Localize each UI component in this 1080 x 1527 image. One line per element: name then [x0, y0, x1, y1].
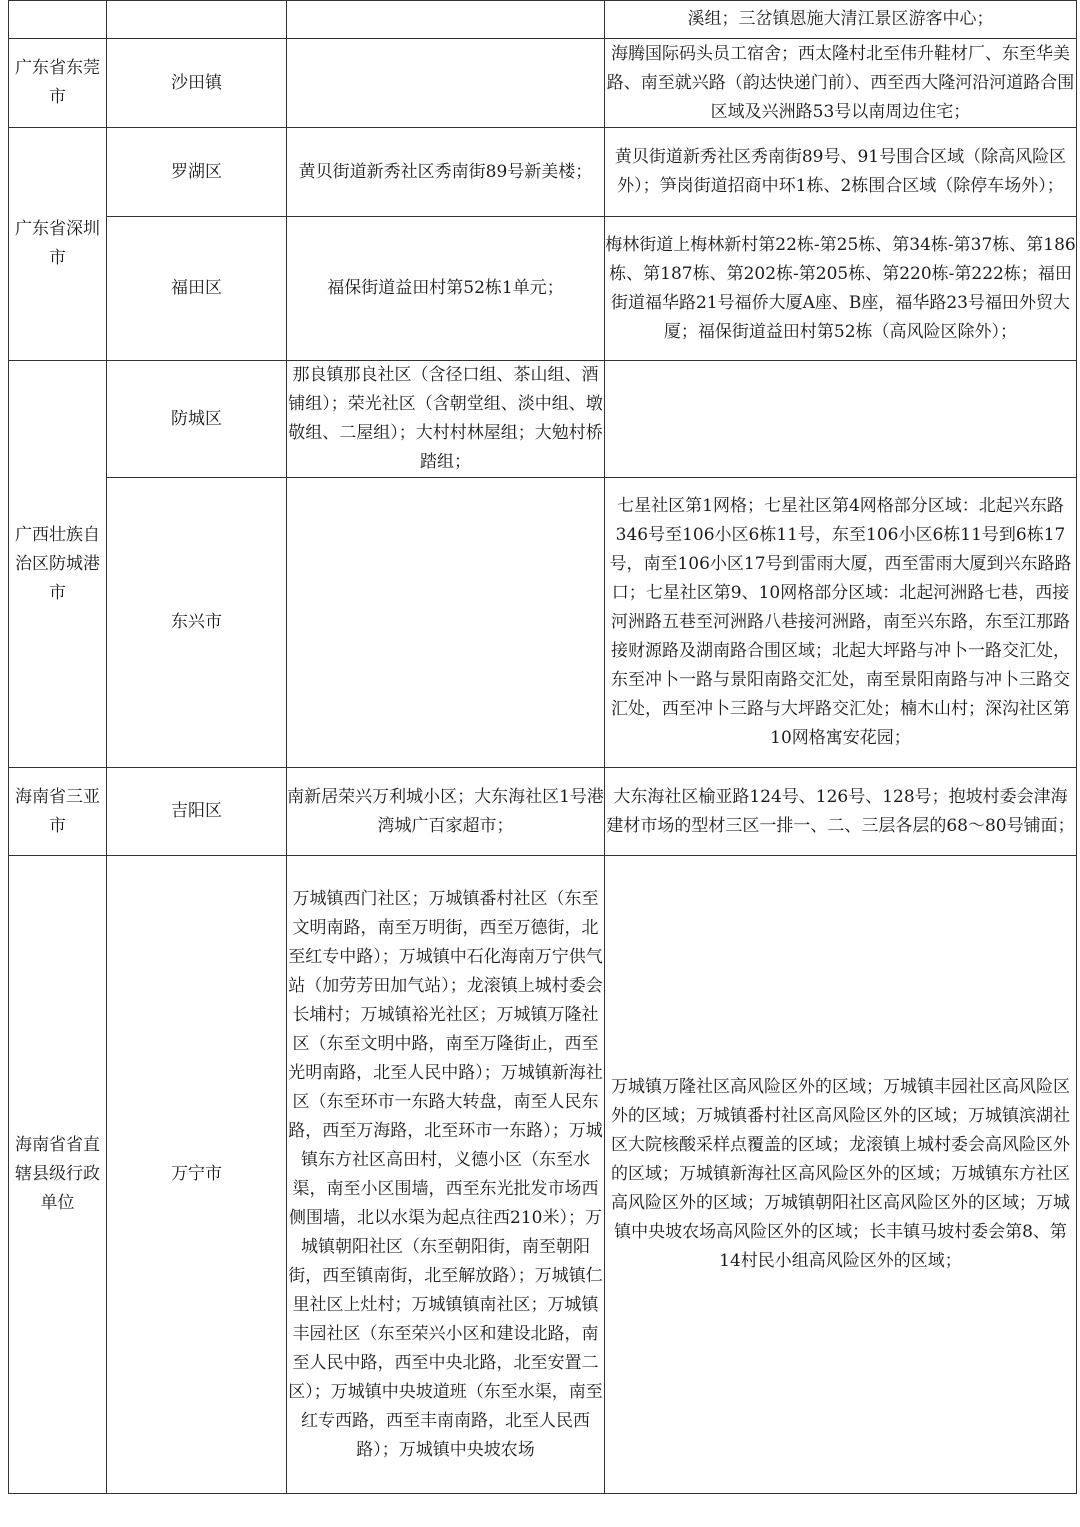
medium-risk-cell: 万城镇万隆社区高风险区外的区域；万城镇丰园社区高风险区外的区域；万城镇番村社区高风险区外的区域；万城镇滨湖社区大院核酸采样点覆盖的区域；龙滚镇上城村委会高风险区外的区域；万城镇新海社区高风险区外的区域；万城镇东方社区高风险区外的区域；万城镇朝阳社区高风险区外的区域；万城镇中央坡农场高风险区外的区域；长丰镇马坡村委会第8、第14村民小组高风险区外的区域；: [605, 856, 1077, 1494]
medium-risk-cell: 梅林街道上梅林新村第22栋-第25栋、第34栋-第37栋、第186栋、第187栋、第202栋-第205栋、第220栋-第222栋；福田街道福华路21号福侨大厦A座、B座，福华路23号福田外贸大厦；福保街道益田村第52栋（高风险区除外）；: [605, 217, 1077, 361]
risk-area-table: [8, 0, 1077, 1494]
district-cell: [107, 1, 287, 39]
table-row: [9, 128, 1077, 217]
province-cell: 广东省深圳市: [9, 128, 107, 361]
high-risk-cell: 南新居荣兴万利城小区；大东海社区1号港湾城广百家超市；: [287, 768, 605, 856]
table-row: [9, 217, 1077, 361]
medium-risk-cell: 黄贝街道新秀社区秀南街89号、91号围合区域（除高风险区外）；笋岗街道招商中环1栋、2栋围合区域（除停车场外）；: [605, 128, 1077, 217]
high-risk-cell: 黄贝街道新秀社区秀南街89号新美楼；: [287, 128, 605, 217]
province-cell: 海南省三亚市: [9, 768, 107, 856]
province-cell: [9, 1, 107, 39]
table-row: [9, 768, 1077, 856]
district-cell: 福田区: [107, 217, 287, 361]
medium-risk-cell: 大东海社区榆亚路124号、126号、128号；抱坡村委会津海建材市场的型材三区一排一、二、三层各层的68～80号铺面；: [605, 768, 1077, 856]
medium-risk-cell: 七星社区第1网格；七星社区第4网格部分区域：北起兴东路346号至106小区6栋11号，东至106小区6栋11号到6栋17号，南至106小区17号到雷雨大厦，西至雷雨大厦到兴东路路口；七星社区第9、10网格部分区域：北起河洲路七巷，西接河洲路五巷至河洲路八巷接河洲路，南至兴东路，东至江那路接财源路及湖南路合围区域；北起大坪路与冲卜一路交汇处，东至冲卜一路与景阳南路交汇处，南至景阳南路与冲卜三路交汇处，西至冲卜三路与大坪路交汇处；楠木山村；深沟社区第10网格寓安花园；: [605, 478, 1077, 768]
medium-risk-cell: 海腾国际码头员工宿舍；西太隆村北至伟升鞋材厂、东至华美路、南至就兴路（韵达快递门前）、西至西大隆河沿河道路合围区域及兴洲路53号以南周边住宅；: [605, 39, 1077, 128]
high-risk-cell: [287, 478, 605, 768]
high-risk-cell: 那良镇那良社区（含径口组、茶山组、酒铺组）；荣光社区（含朝堂组、淡中组、墩敬组、二屋组）；大村村林屋组；大勉村桥踏组；: [287, 361, 605, 478]
medium-risk-cell: 溪组；三岔镇恩施大清江景区游客中心；: [605, 1, 1077, 39]
district-cell: 罗湖区: [107, 128, 287, 217]
province-cell: 海南省省直辖县级行政单位: [9, 856, 107, 1494]
medium-risk-cell: [605, 361, 1077, 478]
high-risk-cell: 万城镇西门社区；万城镇番村社区（东至文明南路，南至万明街，西至万德街，北至红专中路）；万城镇中石化海南万宁供气站（加劳芳田加气站）；龙滚镇上城村委会长埔村；万城镇裕光社区；万城镇万隆社区（东至文明中路，南至万隆街止，西至光明南路，北至人民中路）；万城镇新海社区（东至环市一东路大转盘，南至人民东路，西至万海路，北至环市一东路）；万城镇东方社区高田村，义德小区（东至水渠，南至小区围墙，西至东光批发市场西侧围墙，北以水渠为起点往西210米）；万城镇朝阳社区（东至朝阳街，南至朝阳街，西至镇南街，北至解放路）；万城镇仁里社区上灶村；万城镇镇南社区；万城镇丰园社区（东至荣兴小区和建设北路，南至人民中路，西至中央北路，北至安置二区）；万城镇中央坡道班（东至水渠，南至红专西路，西至丰南南路，北至人民西路）；万城镇中央坡农场: [287, 856, 605, 1494]
province-cell: 广西壮族自治区防城港市: [9, 361, 107, 768]
district-cell: 防城区: [107, 361, 287, 478]
table-row: [9, 1, 1077, 39]
table-row: [9, 856, 1077, 1494]
high-risk-cell: [287, 1, 605, 39]
table-row: [9, 478, 1077, 768]
table-row: [9, 361, 1077, 478]
district-cell: 沙田镇: [107, 39, 287, 128]
district-cell: 东兴市: [107, 478, 287, 768]
high-risk-cell: 福保街道益田村第52栋1单元；: [287, 217, 605, 361]
province-cell: 广东省东莞市: [9, 39, 107, 128]
district-cell: 吉阳区: [107, 768, 287, 856]
district-cell: 万宁市: [107, 856, 287, 1494]
table-row: [9, 39, 1077, 128]
high-risk-cell: [287, 39, 605, 128]
